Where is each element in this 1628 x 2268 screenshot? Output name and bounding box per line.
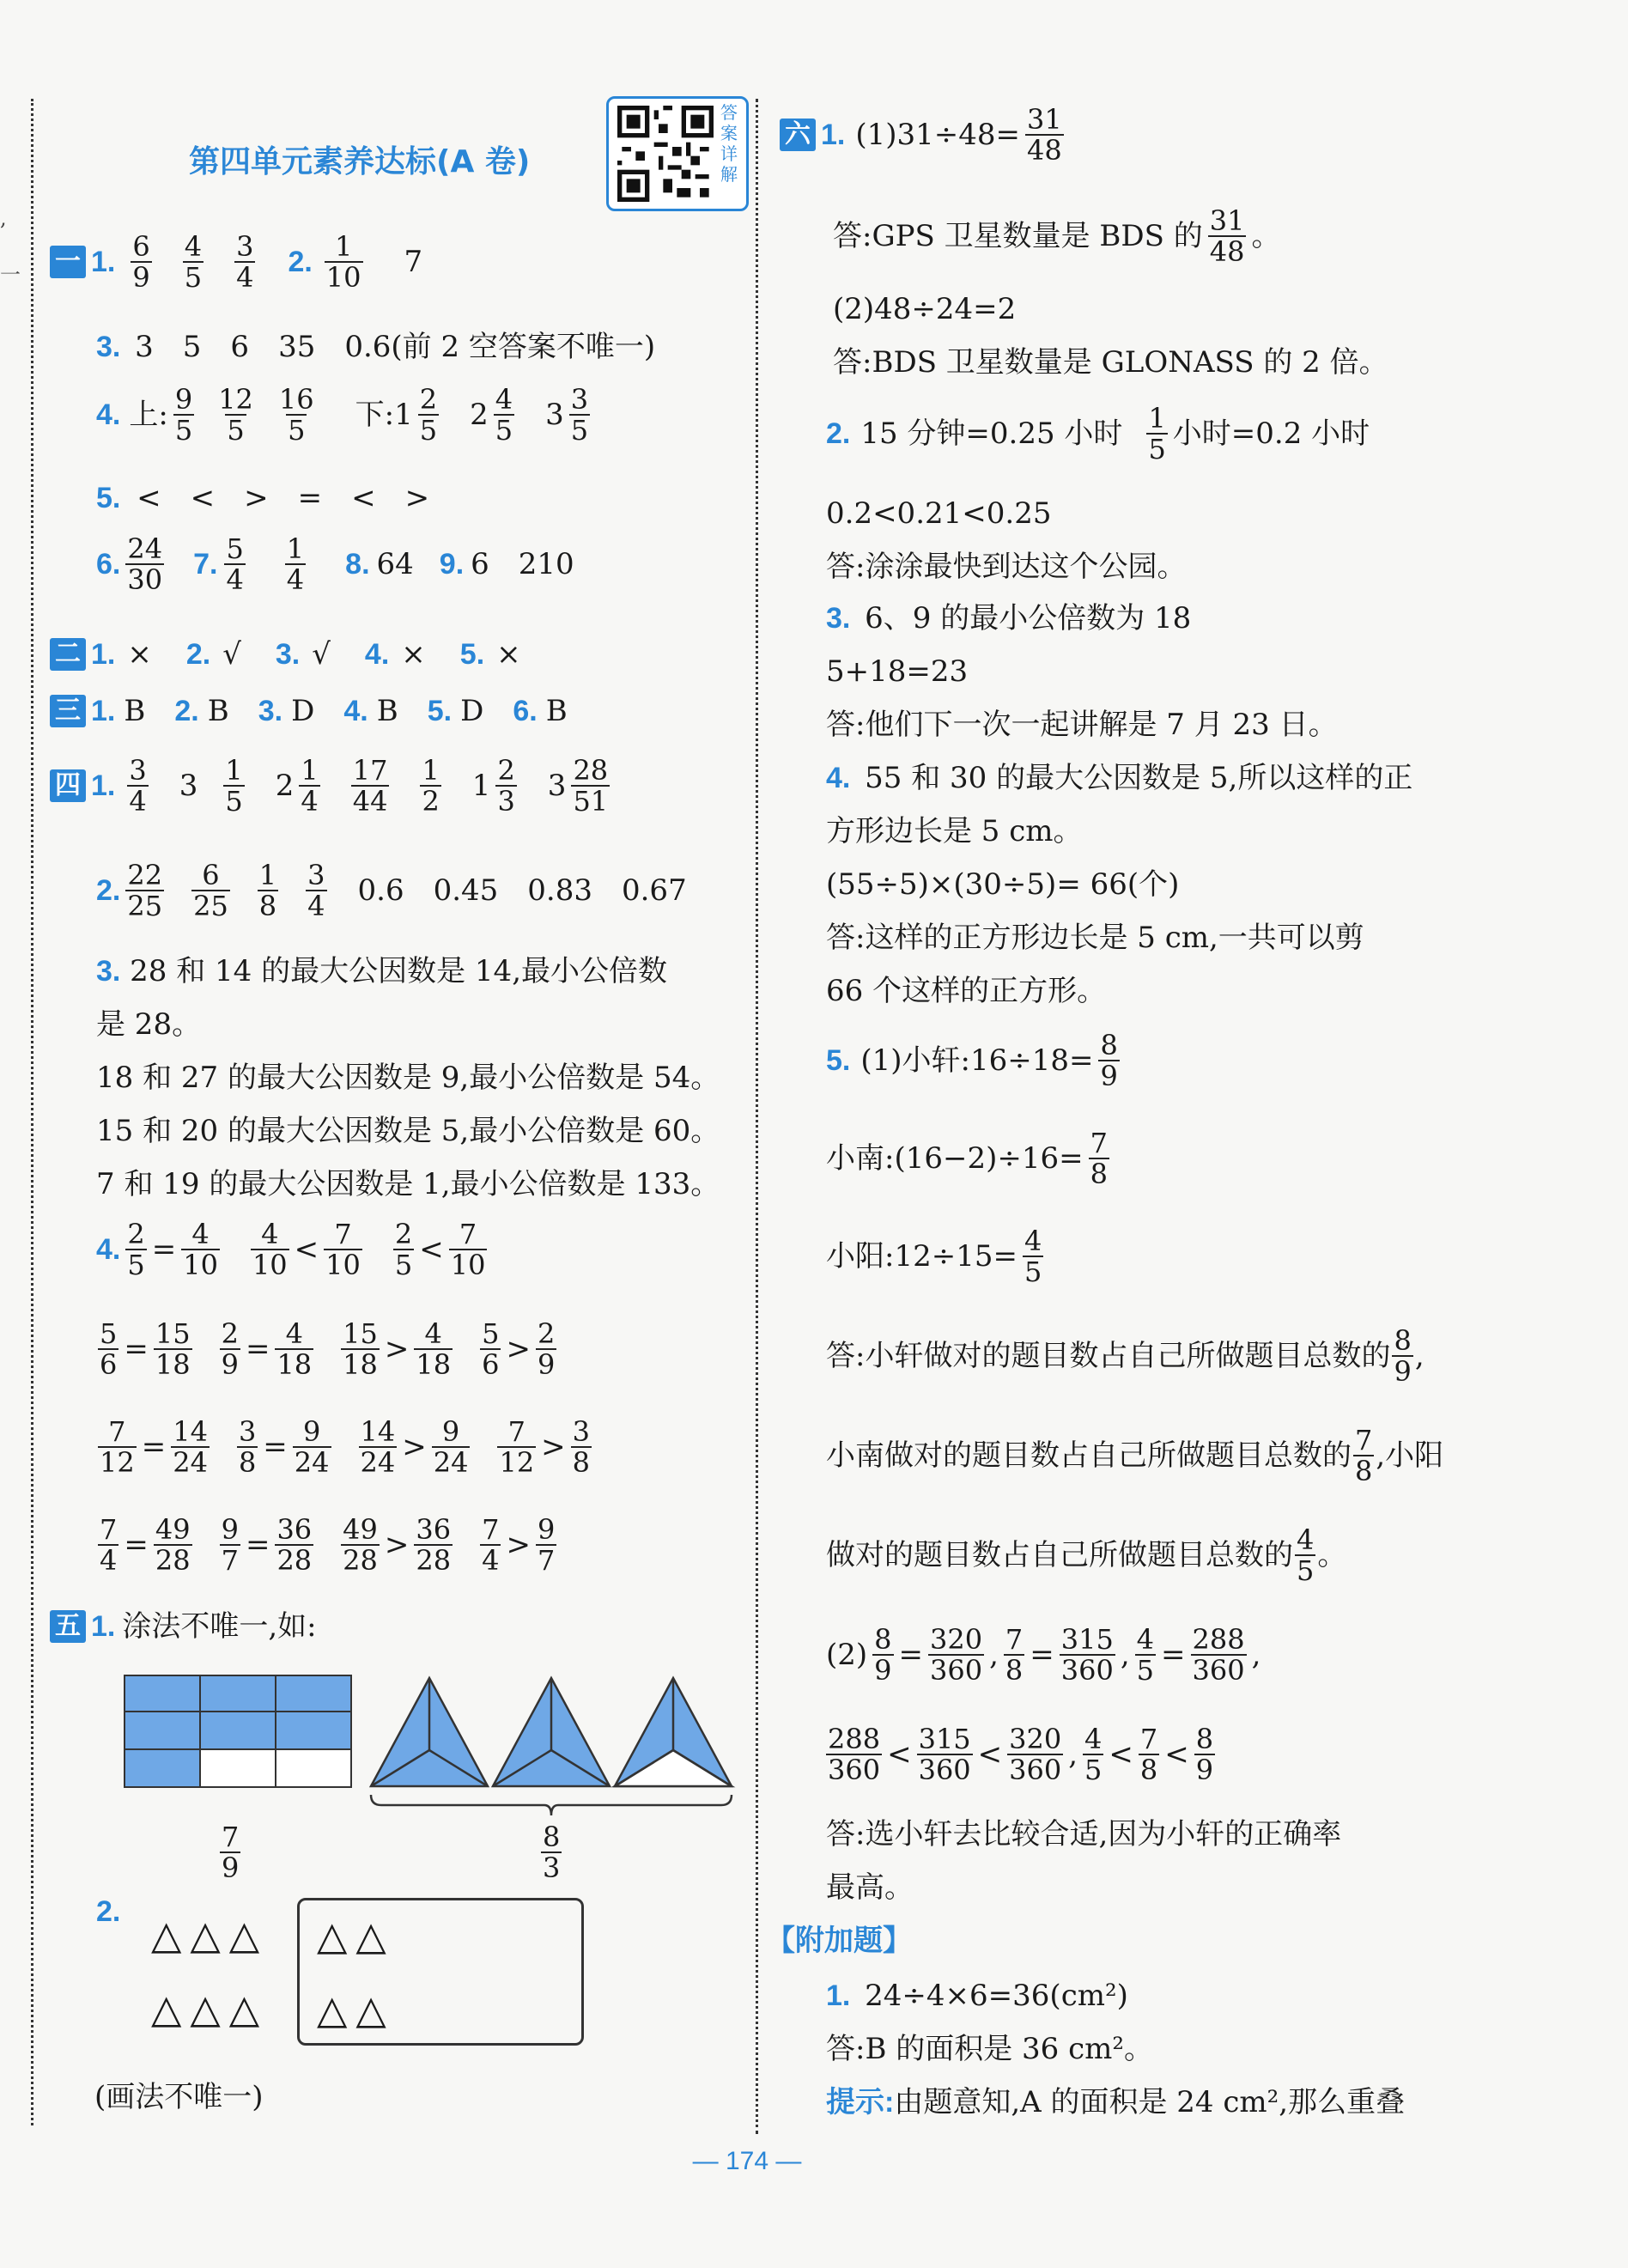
fraction: $\frac{4}{5}$ — [1024, 1225, 1042, 1288]
fraction: $\frac{24}{30}$ — [127, 532, 163, 596]
fraction: $\frac{7}{4}$ — [100, 1513, 118, 1577]
fraction: $\frac{9}{7}$ — [221, 1513, 239, 1577]
answer-text: ,小阳 — [1376, 1438, 1444, 1473]
fraction: $\frac{3}{4}$ — [236, 230, 254, 294]
grid-cell-shaded — [199, 1675, 276, 1712]
answer-mark: √ — [222, 637, 241, 672]
answer-text: 3 — [179, 769, 198, 803]
grid-fraction-label — [215, 1822, 246, 1882]
fraction: $\frac{22}{25}$ — [127, 859, 163, 922]
s4-q4-row-1: 4. $\frac{2}{5}$ = $\frac{4}{10}$ $\frac{4}{10}$ < $\frac{7}{10}$ $\frac{2}{5}$ < $\frac{7}{10}$ — [96, 1218, 486, 1281]
r-q2-row — [826, 404, 1370, 464]
answer-choice: B — [376, 694, 398, 728]
fraction: $\frac{4}{5}$ — [495, 383, 513, 447]
s4-q4-row-2: $\frac{5}{6}$ = $\frac{15}{18}$ $\frac{2}{9}$ = $\frac{4}{18}$ $\frac{15}{18}$ > $\frac{4}{18}$ $\frac{5}{6}$ > $\frac{2}{9}$ — [100, 1317, 556, 1381]
section-badge-6: 六 — [780, 119, 816, 151]
triangle-icon: △ — [317, 1912, 348, 1959]
answer-text: 55 和 30 的最大公因数是 5,所以这样的正 — [865, 761, 1413, 795]
q-number: 4. — [96, 1233, 121, 1266]
q-number: 2. — [174, 695, 199, 727]
fraction: $\frac{2}{9}$ — [221, 1317, 239, 1381]
q-number: 5. — [826, 1044, 851, 1077]
r-q2-answer: 答:涂涂最快到达这个公园。 — [826, 550, 1187, 584]
q-number: 1. — [91, 769, 116, 802]
fraction: $\frac{1}{2}$ — [422, 754, 440, 818]
fraction: $\frac{9}{24}$ — [433, 1415, 469, 1479]
column-divider — [756, 99, 758, 2134]
fraction: $\frac{4}{5}$ — [1084, 1723, 1103, 1786]
adjacent-page-edge: 一 — [0, 263, 21, 287]
fraction: $\frac{15}{18}$ — [155, 1317, 191, 1381]
fraction: $\frac{4}{10}$ — [252, 1218, 288, 1281]
q-number: 7. — [193, 548, 218, 581]
triangle-icon: △ — [317, 1986, 348, 2033]
r-q3-calc: 5+18=23 — [826, 654, 969, 689]
fraction: $\frac{3}{4}$ — [307, 859, 325, 922]
answer-text: 答:GPS 卫星数量是 BDS 的 — [833, 219, 1203, 253]
fraction: $\frac{3}{5}$ — [570, 383, 589, 447]
answer-text: 0.6 0.45 0.83 0.67 — [357, 873, 687, 908]
triangle-icon: △ — [355, 1986, 386, 2033]
section-badge-3: 三 — [50, 695, 86, 727]
fraction: $\frac{7}{9}$ — [222, 1821, 240, 1884]
s1-q1-row — [50, 232, 422, 292]
q-number: 3. — [275, 638, 301, 671]
fraction: $\frac{2}{5}$ — [394, 1218, 413, 1281]
answer-mark: × — [401, 637, 426, 672]
answer-choice: B — [124, 694, 146, 728]
fraction: $\frac{31}{48}$ — [1027, 103, 1062, 167]
equation-text: 小南:(16−2)÷16= — [826, 1141, 1084, 1176]
answer-text: < < > = < > — [137, 481, 430, 515]
fraction: $\frac{1}{5}$ — [225, 754, 243, 818]
answer-text: 小南做对的题目数占自己所做题目总数的 — [826, 1438, 1352, 1473]
left-margin-divider — [31, 99, 33, 2125]
answer-text: 做对的题目数占自己所做题目总数的 — [826, 1538, 1293, 1572]
fraction: $\frac{7}{4}$ — [482, 1513, 500, 1577]
fraction: $\frac{320}{360}$ — [1009, 1723, 1062, 1786]
r-q4-line2: 方形边长是 5 cm。 — [826, 814, 1083, 848]
s4-q4-row-3: $\frac{7}{12}$ = $\frac{14}{24}$ $\frac{3}{8}$ = $\frac{9}{24}$ $\frac{14}{24}$ > $\frac{9}{24}$ $\frac{7}{12}$ > $\frac{3}{8}$ — [100, 1415, 591, 1479]
equation-text: 小时=0.2 小时 — [1172, 417, 1370, 451]
q-number: 1. — [91, 1610, 116, 1643]
equation-text: 15 分钟=0.25 小时 — [860, 417, 1123, 451]
fraction: $\frac{7}{8}$ — [1139, 1723, 1158, 1786]
r-q5-row-1 — [826, 1031, 1125, 1091]
q-number: 9. — [439, 548, 465, 581]
fraction: $\frac{36}{28}$ — [416, 1513, 452, 1577]
label-down: 下: — [355, 398, 395, 432]
q-number: 2. — [288, 246, 313, 278]
r-q5-answer-2 — [826, 1426, 1443, 1486]
equation-text: 24÷4×6=36(cm²) — [865, 1979, 1128, 2013]
fraction: $\frac{7}{12}$ — [100, 1415, 135, 1479]
grid-cell-empty — [275, 1748, 352, 1788]
fraction: $\frac{4}{5}$ — [184, 230, 203, 294]
section-badge-1: 一 — [50, 246, 86, 278]
bracket — [371, 1795, 732, 1815]
s1-q6-row — [96, 534, 574, 594]
q-number: 1. — [826, 1979, 851, 2012]
answer-mark: × — [127, 637, 152, 672]
s4-q3-block — [96, 945, 720, 1211]
fraction: $\frac{49}{28}$ — [343, 1513, 378, 1577]
r-q1-part2: (2)48÷24=2 — [833, 292, 1017, 326]
mixed-whole: 1 — [394, 398, 413, 432]
q-number: 2. — [826, 417, 851, 450]
grid-cell-shaded — [275, 1711, 352, 1750]
grid-cell-shaded — [124, 1675, 201, 1712]
shaded-grid-figure — [124, 1675, 352, 1788]
triangle-icon: △ — [151, 1912, 182, 1958]
answer-line: 15 和 20 的最大公因数是 5,最小公倍数是 60。 — [96, 1114, 720, 1148]
fraction: $\frac{315}{360}$ — [1060, 1623, 1114, 1687]
r-q4-row — [826, 761, 1412, 795]
fraction: $\frac{288}{360}$ — [1192, 1623, 1245, 1687]
fraction: $\frac{7}{8}$ — [1355, 1424, 1373, 1487]
q-number: 4. — [343, 695, 368, 727]
answer-mark: √ — [312, 637, 331, 672]
section-badge-2: 二 — [50, 638, 86, 671]
fraction: $\frac{9}{5}$ — [174, 383, 193, 447]
fraction: $\frac{1}{4}$ — [301, 754, 319, 818]
fraction: $\frac{288}{360}$ — [828, 1723, 881, 1786]
answer-line: 7 和 19 的最大公因数是 1,最小公倍数是 133。 — [96, 1167, 720, 1201]
punctuation: 。 — [1251, 219, 1281, 253]
fraction: $\frac{9}{24}$ — [294, 1415, 330, 1479]
answer-text: 6、9 的最小公倍数为 18 — [865, 601, 1192, 635]
q-number: 5. — [427, 695, 453, 727]
answer-choice: B — [207, 694, 229, 728]
fraction: $\frac{1}{4}$ — [286, 532, 305, 596]
fraction: $\frac{4}{10}$ — [183, 1218, 218, 1281]
triangle-icon: △ — [190, 1985, 221, 2032]
q-number: 6. — [96, 548, 121, 581]
punctuation: 。 — [1317, 1538, 1347, 1572]
fraction: $\frac{4}{5}$ — [1297, 1523, 1315, 1587]
r-q5-answer-1 — [826, 1326, 1424, 1386]
r-q5-answer-3 — [826, 1525, 1346, 1585]
mixed-whole: 3 — [545, 398, 564, 432]
fraction: $\frac{1}{8}$ — [258, 859, 277, 922]
answer-text: 7 — [404, 245, 423, 279]
fraction: $\frac{2}{5}$ — [419, 383, 438, 447]
fraction: $\frac{36}{28}$ — [276, 1513, 313, 1577]
page-title: 第四单元素养达标(A 卷) — [189, 144, 531, 179]
s5-q2-number — [96, 1894, 120, 1929]
q-number: 5. — [96, 482, 121, 514]
answer-choice: D — [291, 694, 315, 728]
fraction: $\frac{31}{48}$ — [1209, 204, 1245, 268]
answer-choice: D — [460, 694, 484, 728]
fraction: $\frac{1}{10}$ — [325, 230, 361, 294]
r-q5-part2-row-1: (2) $\frac{8}{9}$ = $\frac{320}{360}$ , $\frac{7}{8}$ = $\frac{315}{360}$ , $\frac{4}{5}$ = $\frac{288}{360}$ , — [826, 1623, 1261, 1687]
r-q5-row-2 — [826, 1128, 1115, 1189]
s4-q1-row — [50, 756, 615, 816]
punctuation: , — [1414, 1339, 1424, 1373]
answer-line: 28 和 14 的最大公因数是 14,最小公倍数 — [130, 954, 667, 988]
fraction: $\frac{8}{9}$ — [1100, 1029, 1118, 1092]
mixed-whole: 2 — [275, 769, 295, 803]
fraction: $\frac{4}{18}$ — [276, 1317, 313, 1381]
fraction: $\frac{2}{3}$ — [497, 754, 515, 818]
answer-text: 答:小轩做对的题目数占自己所做题目总数的 — [826, 1339, 1391, 1373]
grid-cell-shaded — [199, 1711, 276, 1750]
triangle-fraction-label — [536, 1822, 567, 1882]
answer-line: 是 28。 — [96, 1007, 202, 1042]
r-q5-final-answer-2: 最高。 — [826, 1870, 914, 1905]
fraction: $\frac{6}{9}$ — [132, 230, 150, 294]
q-number: 3. — [258, 695, 283, 727]
q-number: 4. — [364, 638, 390, 671]
hint-label: 提示: — [826, 2086, 895, 2119]
section-badge-4: 四 — [50, 769, 86, 802]
answer-line: 18 和 27 的最大公因数是 9,最小公倍数是 54。 — [96, 1061, 720, 1095]
adjacent-page-edge: , — [0, 206, 7, 230]
r-q1-row-1 — [780, 105, 1069, 165]
page-number-line: — 174 — — [692, 2147, 802, 2175]
q-number: 3. — [826, 602, 851, 635]
fraction: $\frac{3}{8}$ — [572, 1415, 591, 1479]
fraction: $\frac{7}{12}$ — [499, 1415, 535, 1479]
qr-label: 答案详解 — [720, 102, 738, 185]
triangle-icon: △ — [228, 1912, 260, 1958]
fraction: $\frac{5}{6}$ — [100, 1317, 118, 1381]
page-number: 174 — [725, 2147, 769, 2175]
label-up: 上: — [129, 398, 168, 432]
s3-row — [50, 694, 568, 728]
triangle-group-outside — [151, 1912, 306, 2032]
r-q3-row — [826, 601, 1191, 635]
extra-hint — [826, 2085, 1405, 2119]
fraction: $\frac{5}{6}$ — [482, 1317, 500, 1381]
fraction: $\frac{6}{25}$ — [193, 859, 228, 922]
fraction: $\frac{28}{51}$ — [573, 754, 609, 818]
qr-code-icon — [617, 106, 714, 202]
r-q5-part2-row-2: $\frac{288}{360}$ < $\frac{315}{360}$ < $\frac{320}{360}$ , $\frac{4}{5}$ < $\frac{7}{8}$ < $\frac{8}{9}$ — [828, 1723, 1214, 1786]
triangle-icon: △ — [151, 1985, 182, 2032]
fraction: $\frac{14}{24}$ — [360, 1415, 396, 1479]
fraction: $\frac{3}{8}$ — [238, 1415, 257, 1479]
q-number: 8. — [345, 548, 370, 581]
q-number: 1. — [91, 695, 116, 727]
q-number: 1. — [91, 638, 116, 671]
fraction: $\frac{16}{5}$ — [278, 383, 314, 447]
answer-text: 涂法不唯一,如: — [122, 1609, 317, 1644]
fraction: $\frac{320}{360}$ — [930, 1623, 983, 1687]
fraction: $\frac{8}{9}$ — [1394, 1324, 1412, 1388]
fraction: $\frac{12}{5}$ — [218, 383, 253, 447]
grid-cell-shaded — [124, 1748, 201, 1788]
mixed-whole: 3 — [547, 769, 567, 803]
q-number: 2. — [96, 874, 121, 907]
fraction: $\frac{17}{44}$ — [352, 754, 388, 818]
extra-q1-row — [826, 1979, 1128, 2013]
fraction: $\frac{9}{7}$ — [537, 1513, 556, 1577]
r-q5-final-answer-1: 答:选小轩去比较合适,因为小轩的正确率 — [826, 1817, 1342, 1851]
q-number: 3. — [96, 331, 121, 363]
triangle-box — [297, 1898, 584, 2046]
s1-q4-row — [96, 385, 595, 445]
answer-choice: B — [545, 694, 568, 728]
r-q5-row-3 — [826, 1226, 1048, 1286]
fraction: $\frac{4}{5}$ — [1136, 1623, 1155, 1687]
equation-text: (1)31÷48= — [855, 118, 1021, 152]
q-number: 4. — [826, 762, 851, 794]
fraction: $\frac{2}{9}$ — [537, 1317, 556, 1381]
fraction: $\frac{8}{9}$ — [874, 1623, 892, 1687]
q-number: 4. — [96, 398, 121, 431]
q-number: 5. — [459, 638, 485, 671]
answer-mark: × — [496, 637, 521, 672]
equation-text: (1)小轩:16÷18= — [860, 1043, 1094, 1078]
grid-cell-shaded — [124, 1711, 201, 1750]
fraction: $\frac{49}{28}$ — [155, 1513, 191, 1577]
drawing-note: (画法不唯一) — [94, 2080, 264, 2114]
q-number: 1. — [91, 246, 116, 278]
fraction: $\frac{14}{24}$ — [173, 1415, 208, 1479]
fraction: $\frac{7}{10}$ — [450, 1218, 486, 1281]
mixed-whole: 2 — [470, 398, 489, 432]
s1-q5-row — [96, 481, 429, 515]
qr-code-box[interactable] — [606, 96, 749, 211]
q-number: 3. — [96, 955, 121, 988]
r-q4-answer-1: 答:这样的正方形边长是 5 cm,一共可以剪 — [826, 921, 1364, 955]
r-q1-answer-1 — [833, 206, 1280, 266]
q-number: 1. — [821, 119, 846, 151]
grid-cell-shaded — [275, 1675, 352, 1712]
mixed-whole: 1 — [471, 769, 491, 803]
fraction: $\frac{7}{8}$ — [1005, 1623, 1024, 1687]
r-q1-answer-2: 答:BDS 卫星数量是 GLONASS 的 2 倍。 — [833, 345, 1388, 380]
equation-text: 小阳:12÷15= — [826, 1239, 1017, 1274]
fraction: $\frac{5}{4}$ — [226, 532, 244, 596]
r-q2-compare: 0.2<0.21<0.25 — [826, 496, 1052, 531]
answer-text: 3 5 6 35 0.6(前 2 空答案不唯一) — [135, 330, 656, 364]
extra-section-title: 【附加题】 — [766, 1924, 912, 1957]
answer-text: 6 210 — [471, 547, 574, 581]
r-q4-calc: (55÷5)×(30÷5)= 66(个) — [826, 867, 1180, 902]
triangle-icon: △ — [190, 1912, 221, 1958]
q-number: 2. — [185, 638, 211, 671]
answer-text: 64 — [376, 547, 414, 581]
r-q4-answer-2: 66 个这样的正方形。 — [826, 974, 1107, 1008]
r-q3-answer: 答:他们下一次一起讲解是 7 月 23 日。 — [826, 708, 1338, 742]
s2-row — [50, 637, 521, 672]
fraction: $\frac{315}{360}$ — [918, 1723, 971, 1786]
triangle-icon: △ — [355, 1912, 386, 1959]
section-badge-5: 五 — [50, 1610, 86, 1643]
fraction: $\frac{4}{18}$ — [416, 1317, 452, 1381]
fraction: $\frac{15}{18}$ — [343, 1317, 378, 1381]
fraction: $\frac{2}{5}$ — [127, 1218, 145, 1281]
q-number: 6. — [513, 695, 538, 727]
fraction: $\frac{7}{8}$ — [1090, 1127, 1108, 1190]
fraction: $\frac{1}{5}$ — [1148, 402, 1166, 465]
triangle-icon: △ — [228, 1985, 260, 2032]
triangles-figure — [368, 1675, 738, 1826]
fraction: $\frac{8}{3}$ — [543, 1821, 561, 1884]
s4-q4-row-4: $\frac{7}{4}$ = $\frac{49}{28}$ $\frac{9}{7}$ = $\frac{36}{28}$ $\frac{49}{28}$ > $\frac{36}{28}$ $\frac{7}{4}$ > $\frac{9}{7}$ — [100, 1513, 556, 1577]
fraction: $\frac{7}{10}$ — [325, 1218, 361, 1281]
extra-answer: 答:B 的面积是 36 cm²。 — [826, 2032, 1154, 2066]
s5-q1-row — [50, 1609, 317, 1644]
q-number: 2. — [96, 1895, 121, 1928]
equation-text: (2) — [826, 1638, 868, 1672]
grid-cell-empty — [199, 1748, 276, 1788]
fraction: $\frac{3}{4}$ — [129, 754, 147, 818]
s1-q3-row — [96, 330, 655, 364]
s4-q2-row — [96, 860, 687, 921]
fraction: $\frac{8}{9}$ — [1195, 1723, 1214, 1786]
hint-text: 由题意知,A 的面积是 24 cm²,那么重叠 — [894, 2085, 1406, 2119]
